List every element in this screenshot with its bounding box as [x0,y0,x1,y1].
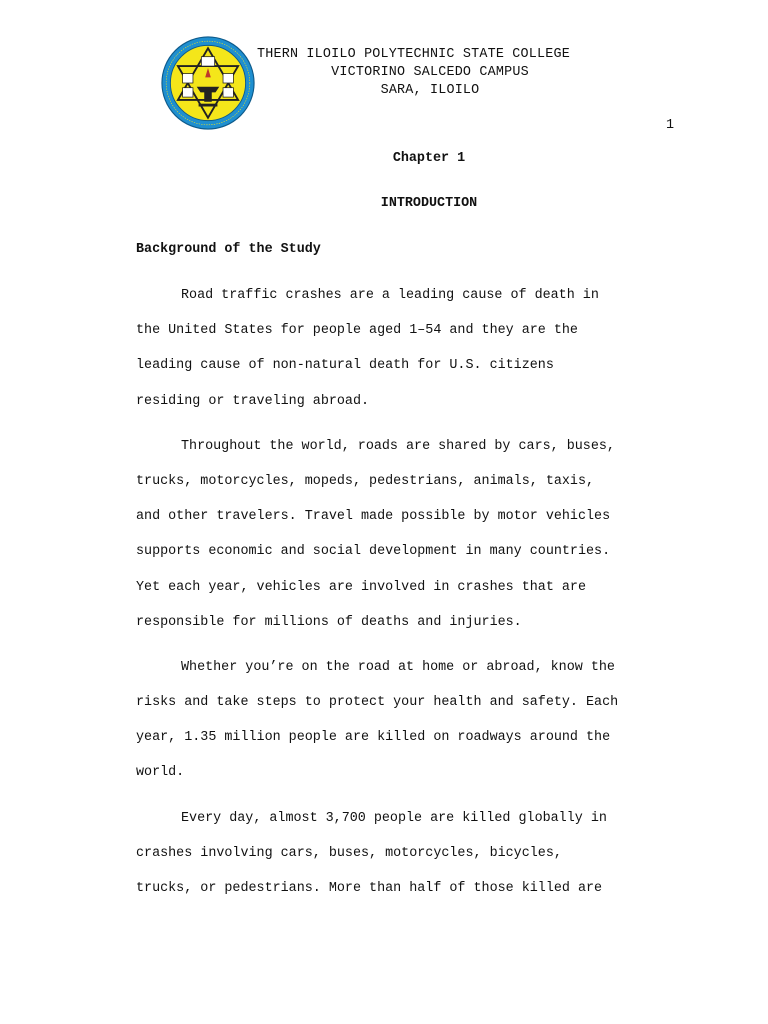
text-line: supports economic and social development in many countries. [136,544,611,560]
chapter-heading: Chapter 1 [392,151,466,166]
text-line: world. [136,765,185,781]
body-text [136,278,696,916]
paragraph [136,278,696,419]
text-line: and other travelers. Travel made possible by motor vehicles [136,509,611,525]
text-line: Road traffic crashes are a leading cause of death in [181,288,599,303]
text-line: Yet each year, vehicles are involved in crashes that are [136,579,586,595]
text-line: risks and take steps to protect your health and safety. Each [136,695,619,711]
text-line: Every day, almost 3,700 people are killed globally in [181,810,607,826]
text-line: trucks, or pedestrians. More than half of those killed are [136,881,603,896]
text-line: residing or traveling abroad. [136,393,370,409]
text-line: crashes involving cars, buses, motorcycles, bicycles, [136,845,562,861]
header-location: SARA, ILOILO [380,83,480,98]
paragraph [136,801,696,907]
text-line: responsible for millions of deaths and injuries. [136,614,522,630]
text-line: the United States for people aged 1–54 and they are the [136,323,578,339]
header-college-name: THERN ILOILO POLYTECHNIC STATE COLLEGE [257,47,570,62]
text-line: year, 1.35 million people are killed on roadways around the [136,730,611,746]
paragraph [136,429,696,640]
subsection-heading: Background of the Study [136,242,321,257]
section-title: INTRODUCTION [380,196,478,211]
paragraph [136,650,696,791]
page-number: 1 [666,118,675,133]
text-line: Throughout the world, roads are shared by cars, buses, [181,438,615,454]
header-campus: VICTORINO SALCEDO CAMPUS [331,65,529,80]
institution-header [220,46,640,100]
text-line: trucks, motorcycles, mopeds, pedestrians, animals, taxis, [136,473,595,489]
text-line: Whether you’re on the road at home or abroad, know the [181,659,615,675]
text-line: leading cause of non-natural death for U.S. citizens [136,358,554,374]
